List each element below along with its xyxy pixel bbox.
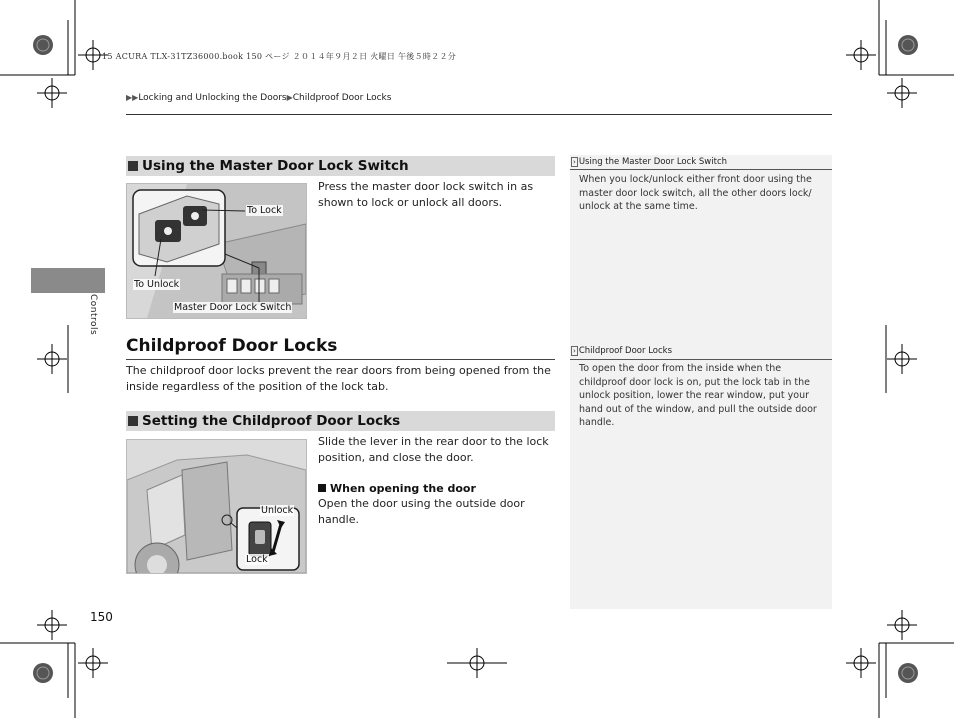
note1-rule	[570, 169, 832, 170]
breadcrumb	[126, 93, 391, 103]
note1-text: When you lock/unlock either front door using the master door lock switch, all the other doors lock/ unlock at the same time.	[579, 174, 812, 212]
section2-text: Slide the lever in the rear door to the lock position, and close the door.	[318, 435, 549, 464]
master-switch-figure	[126, 183, 307, 319]
section2-subtext: Open the door using the outside door handle.	[318, 497, 525, 526]
section-heading-master-switch: Using the Master Door Lock Switch	[126, 156, 555, 176]
note2-text: To open the door from the inside when the childproof door lock is on, put the lock tab in the unlock position, lower the rear window, put your hand out of the window, and pull the outside door handle.	[579, 363, 817, 428]
intro-text: The childproof door locks prevent the rear doors from being opened from the inside regardless of the position of the lock tab.	[126, 364, 551, 393]
section-heading-childproof: Setting the Childproof Door Locks	[126, 411, 555, 431]
note2-title: › Childproof Door Locks	[573, 346, 673, 356]
breadcrumb-part2[interactable]: Childproof Door Locks	[292, 93, 392, 103]
note2-rule	[570, 359, 832, 360]
title-rule	[126, 359, 555, 360]
breadcrumb-arrow-icon: ▶▶	[126, 93, 139, 102]
square-bullet-icon	[318, 484, 326, 492]
label-to-unlock: To Unlock	[134, 279, 180, 290]
header-rule	[126, 114, 832, 115]
note1-title: › Using the Master Door Lock Switch	[573, 157, 728, 167]
label-lock: Lock	[246, 554, 268, 565]
label-to-lock: To Lock	[247, 205, 282, 216]
childproof-figure	[126, 439, 307, 574]
print-header: 15 ACURA TLX-31TZ36000.book 150 ページ ２０１４年９月２日 火曜日 午後５時２２分	[102, 52, 457, 61]
label-unlock: Unlock	[261, 505, 294, 516]
section1-text: Press the master door lock switch in as shown to lock or unlock all doors.	[318, 180, 534, 209]
chapter-tab-label: Controls	[88, 294, 98, 336]
breadcrumb-arrow-icon: ▶	[286, 93, 293, 102]
reference-icon: ›	[573, 158, 576, 166]
chapter-tab[interactable]	[31, 268, 105, 293]
square-bullet-icon	[128, 161, 138, 171]
page-number: 150	[90, 610, 113, 624]
page-title: Childproof Door Locks	[126, 336, 338, 356]
reference-icon: ›	[573, 347, 576, 355]
square-bullet-icon	[128, 416, 138, 426]
subhead-opening-door: When opening the door	[318, 482, 476, 495]
breadcrumb-part1[interactable]: Locking and Unlocking the Doors	[138, 93, 287, 103]
label-master-switch: Master Door Lock Switch	[174, 302, 292, 313]
